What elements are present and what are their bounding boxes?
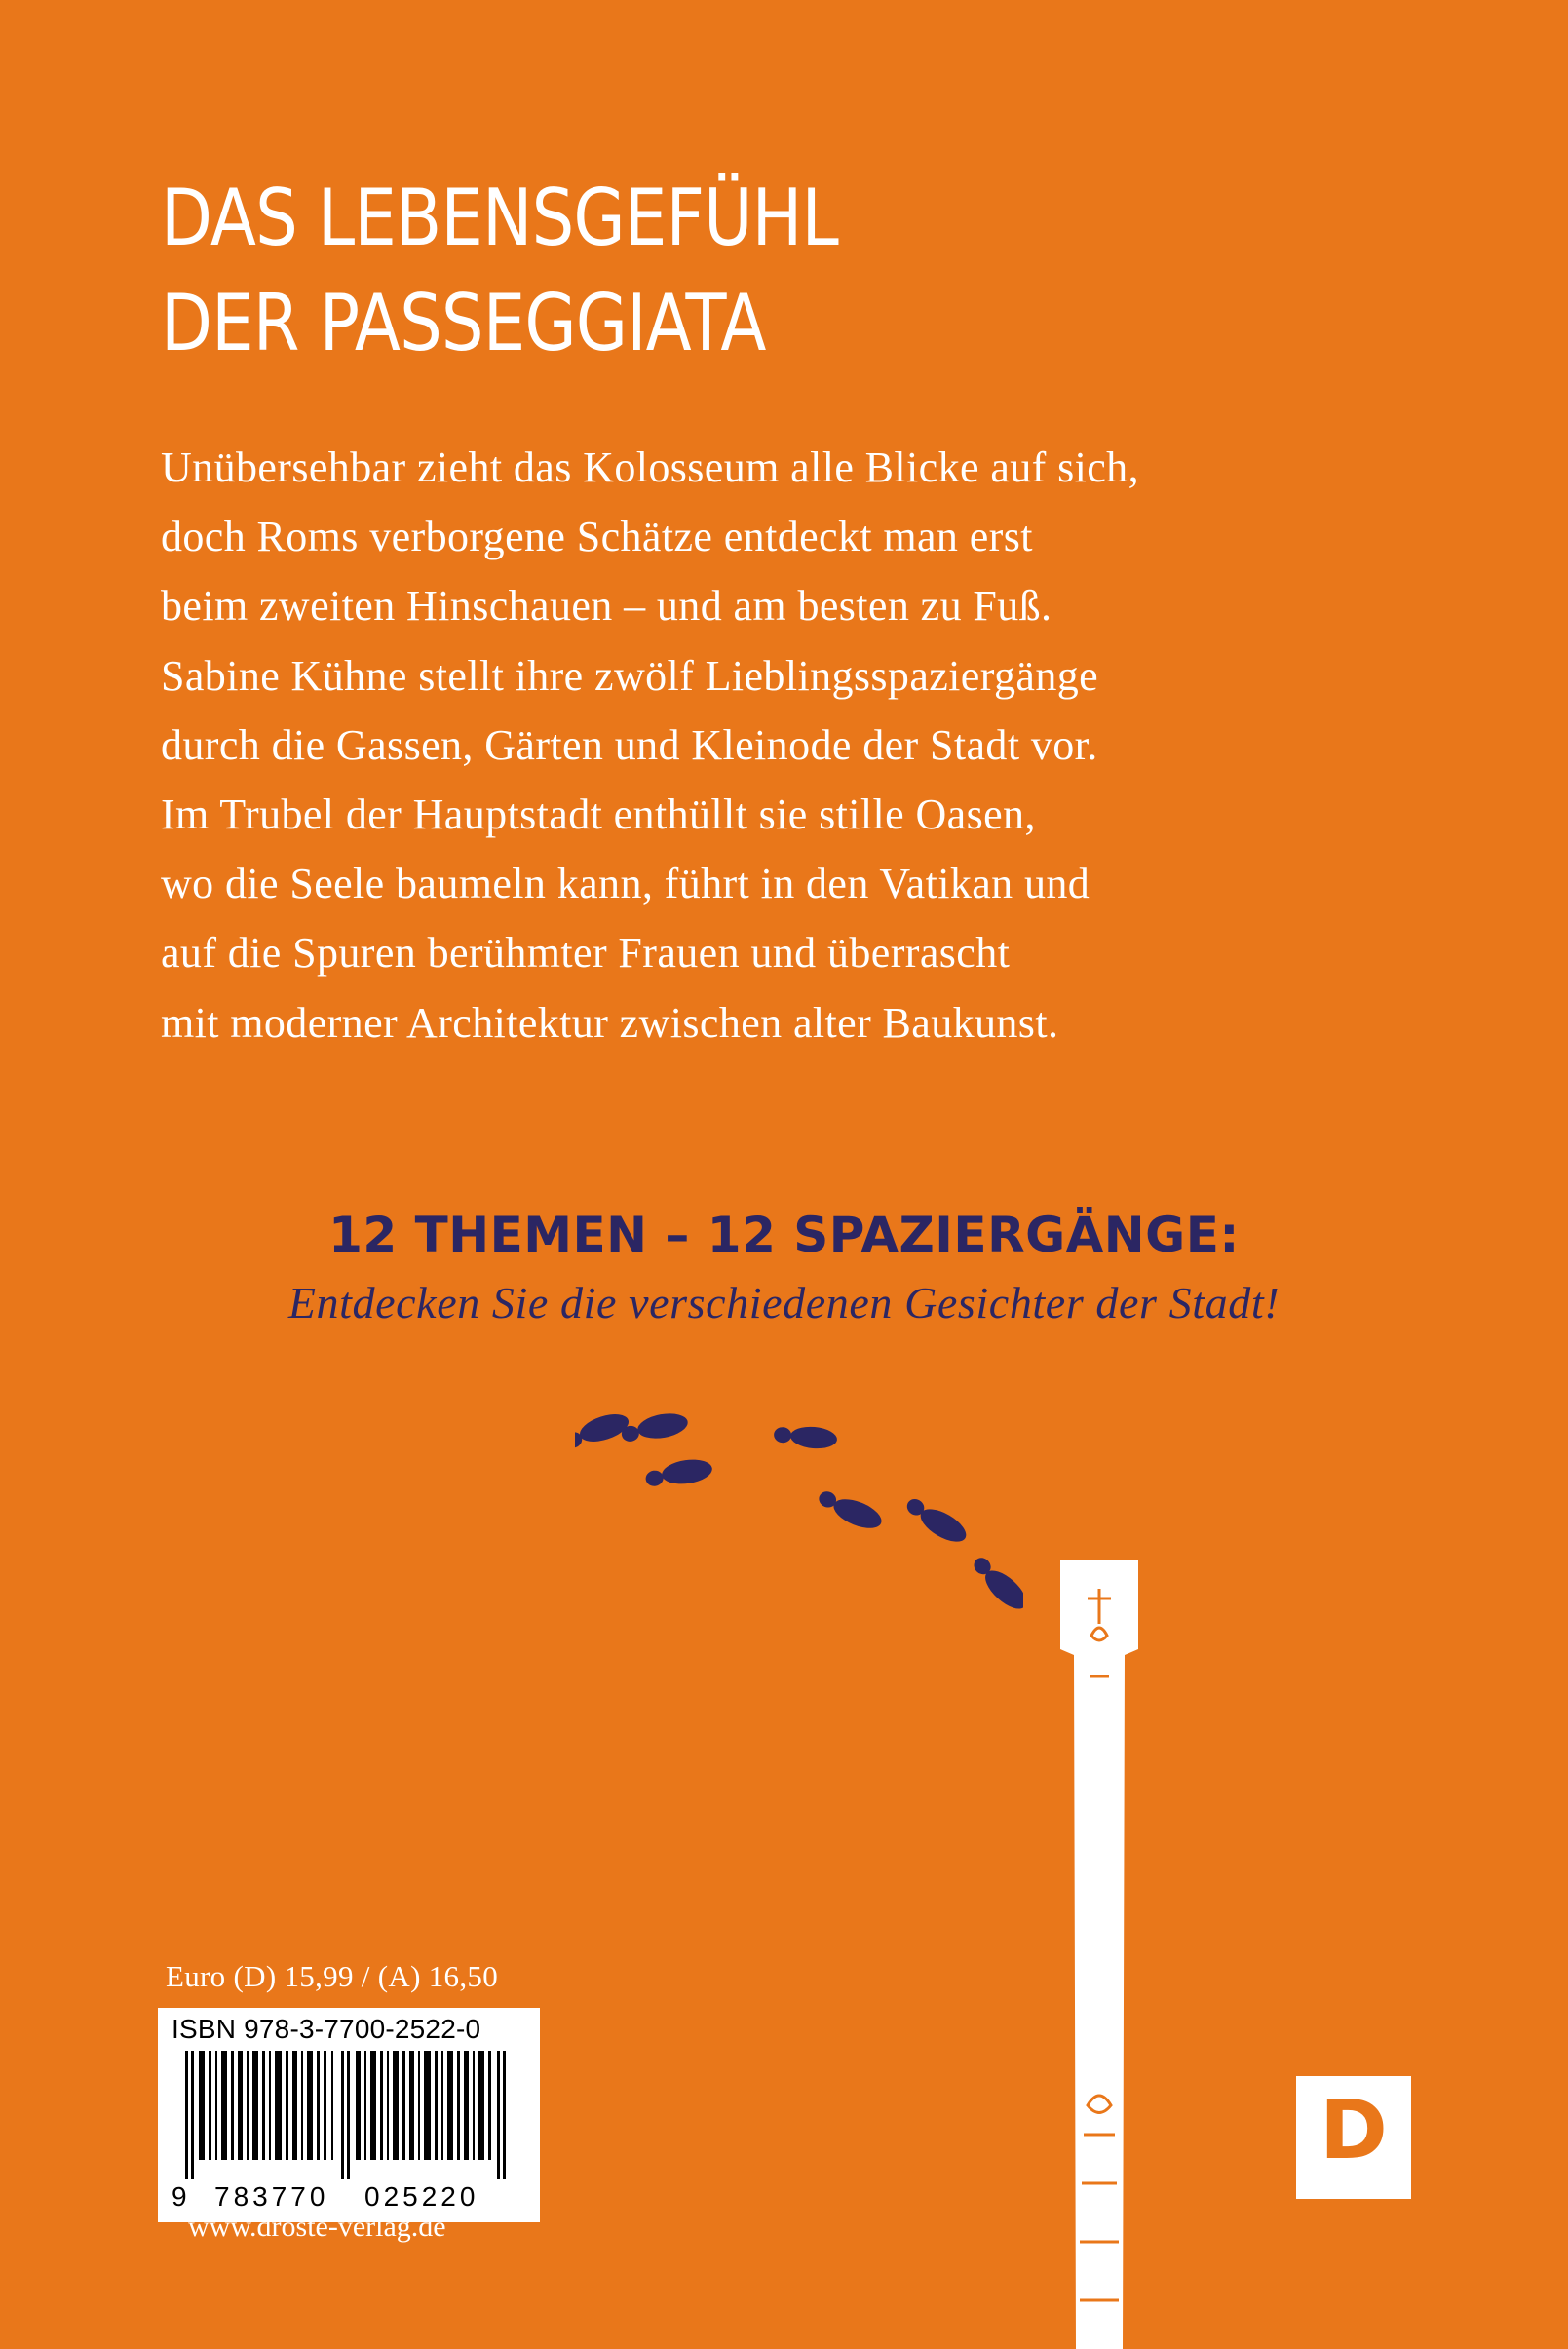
blurb-text <box>161 433 1139 1058</box>
cover-heading <box>161 166 838 376</box>
barcode-digits-left: 783770 <box>214 2181 329 2212</box>
blurb-line: beim zweiten Hinschauen – und am besten zu Fuß. <box>161 582 1052 631</box>
publisher-website: www.droste-verlag.de <box>188 2211 446 2243</box>
themes-subline: Entdecken Sie die verschiedenen Gesichter der Stadt! <box>287 1278 1281 1328</box>
footprints-illustration-icon <box>575 1399 1023 1652</box>
blurb-line: doch Roms verborgene Schätze entdeckt man erst <box>161 513 1033 561</box>
blurb-line: Im Trubel der Hauptstadt enthüllt sie stille Oasen, <box>161 790 1036 839</box>
price-label: Euro (D) 15,99 / (A) 16,50 <box>166 1959 498 1993</box>
blurb-line: Sabine Kühne stellt ihre zwölf Lieblingsspaziergänge <box>161 651 1099 700</box>
heading-line-1: DAS LEBENSGEFÜHL <box>161 173 839 263</box>
barcode-digits-right: 025220 <box>364 2181 479 2212</box>
barcode-box <box>158 2008 540 2222</box>
logo-letter: D <box>1319 2082 1388 2177</box>
barcode-lead-digit: 9 <box>172 2181 187 2212</box>
isbn-label: ISBN 978-3-7700-2522-0 <box>172 2014 481 2044</box>
publisher-logo-icon <box>1296 2076 1411 2199</box>
blurb-line: wo die Seele baumeln kann, führt in den Vatikan und <box>161 860 1090 908</box>
blurb-line: mit moderner Architektur zwischen alter Baukunst. <box>161 998 1059 1047</box>
blurb-line: auf die Spuren berühmter Frauen und überrascht <box>161 929 1011 978</box>
obelisk-illustration-icon <box>1041 1560 1158 2349</box>
heading-line-2: DER PASSEGGIATA <box>161 278 766 368</box>
themes-headline: 12 THEMEN – 12 SPAZIERGÄNGE: <box>328 1207 1240 1263</box>
blurb-line: Unübersehbar zieht das Kolosseum alle Blicke auf sich, <box>161 443 1139 491</box>
blurb-line: durch die Gassen, Gärten und Kleinode der Stadt vor. <box>161 720 1098 769</box>
barcode-icon <box>175 2051 522 2179</box>
